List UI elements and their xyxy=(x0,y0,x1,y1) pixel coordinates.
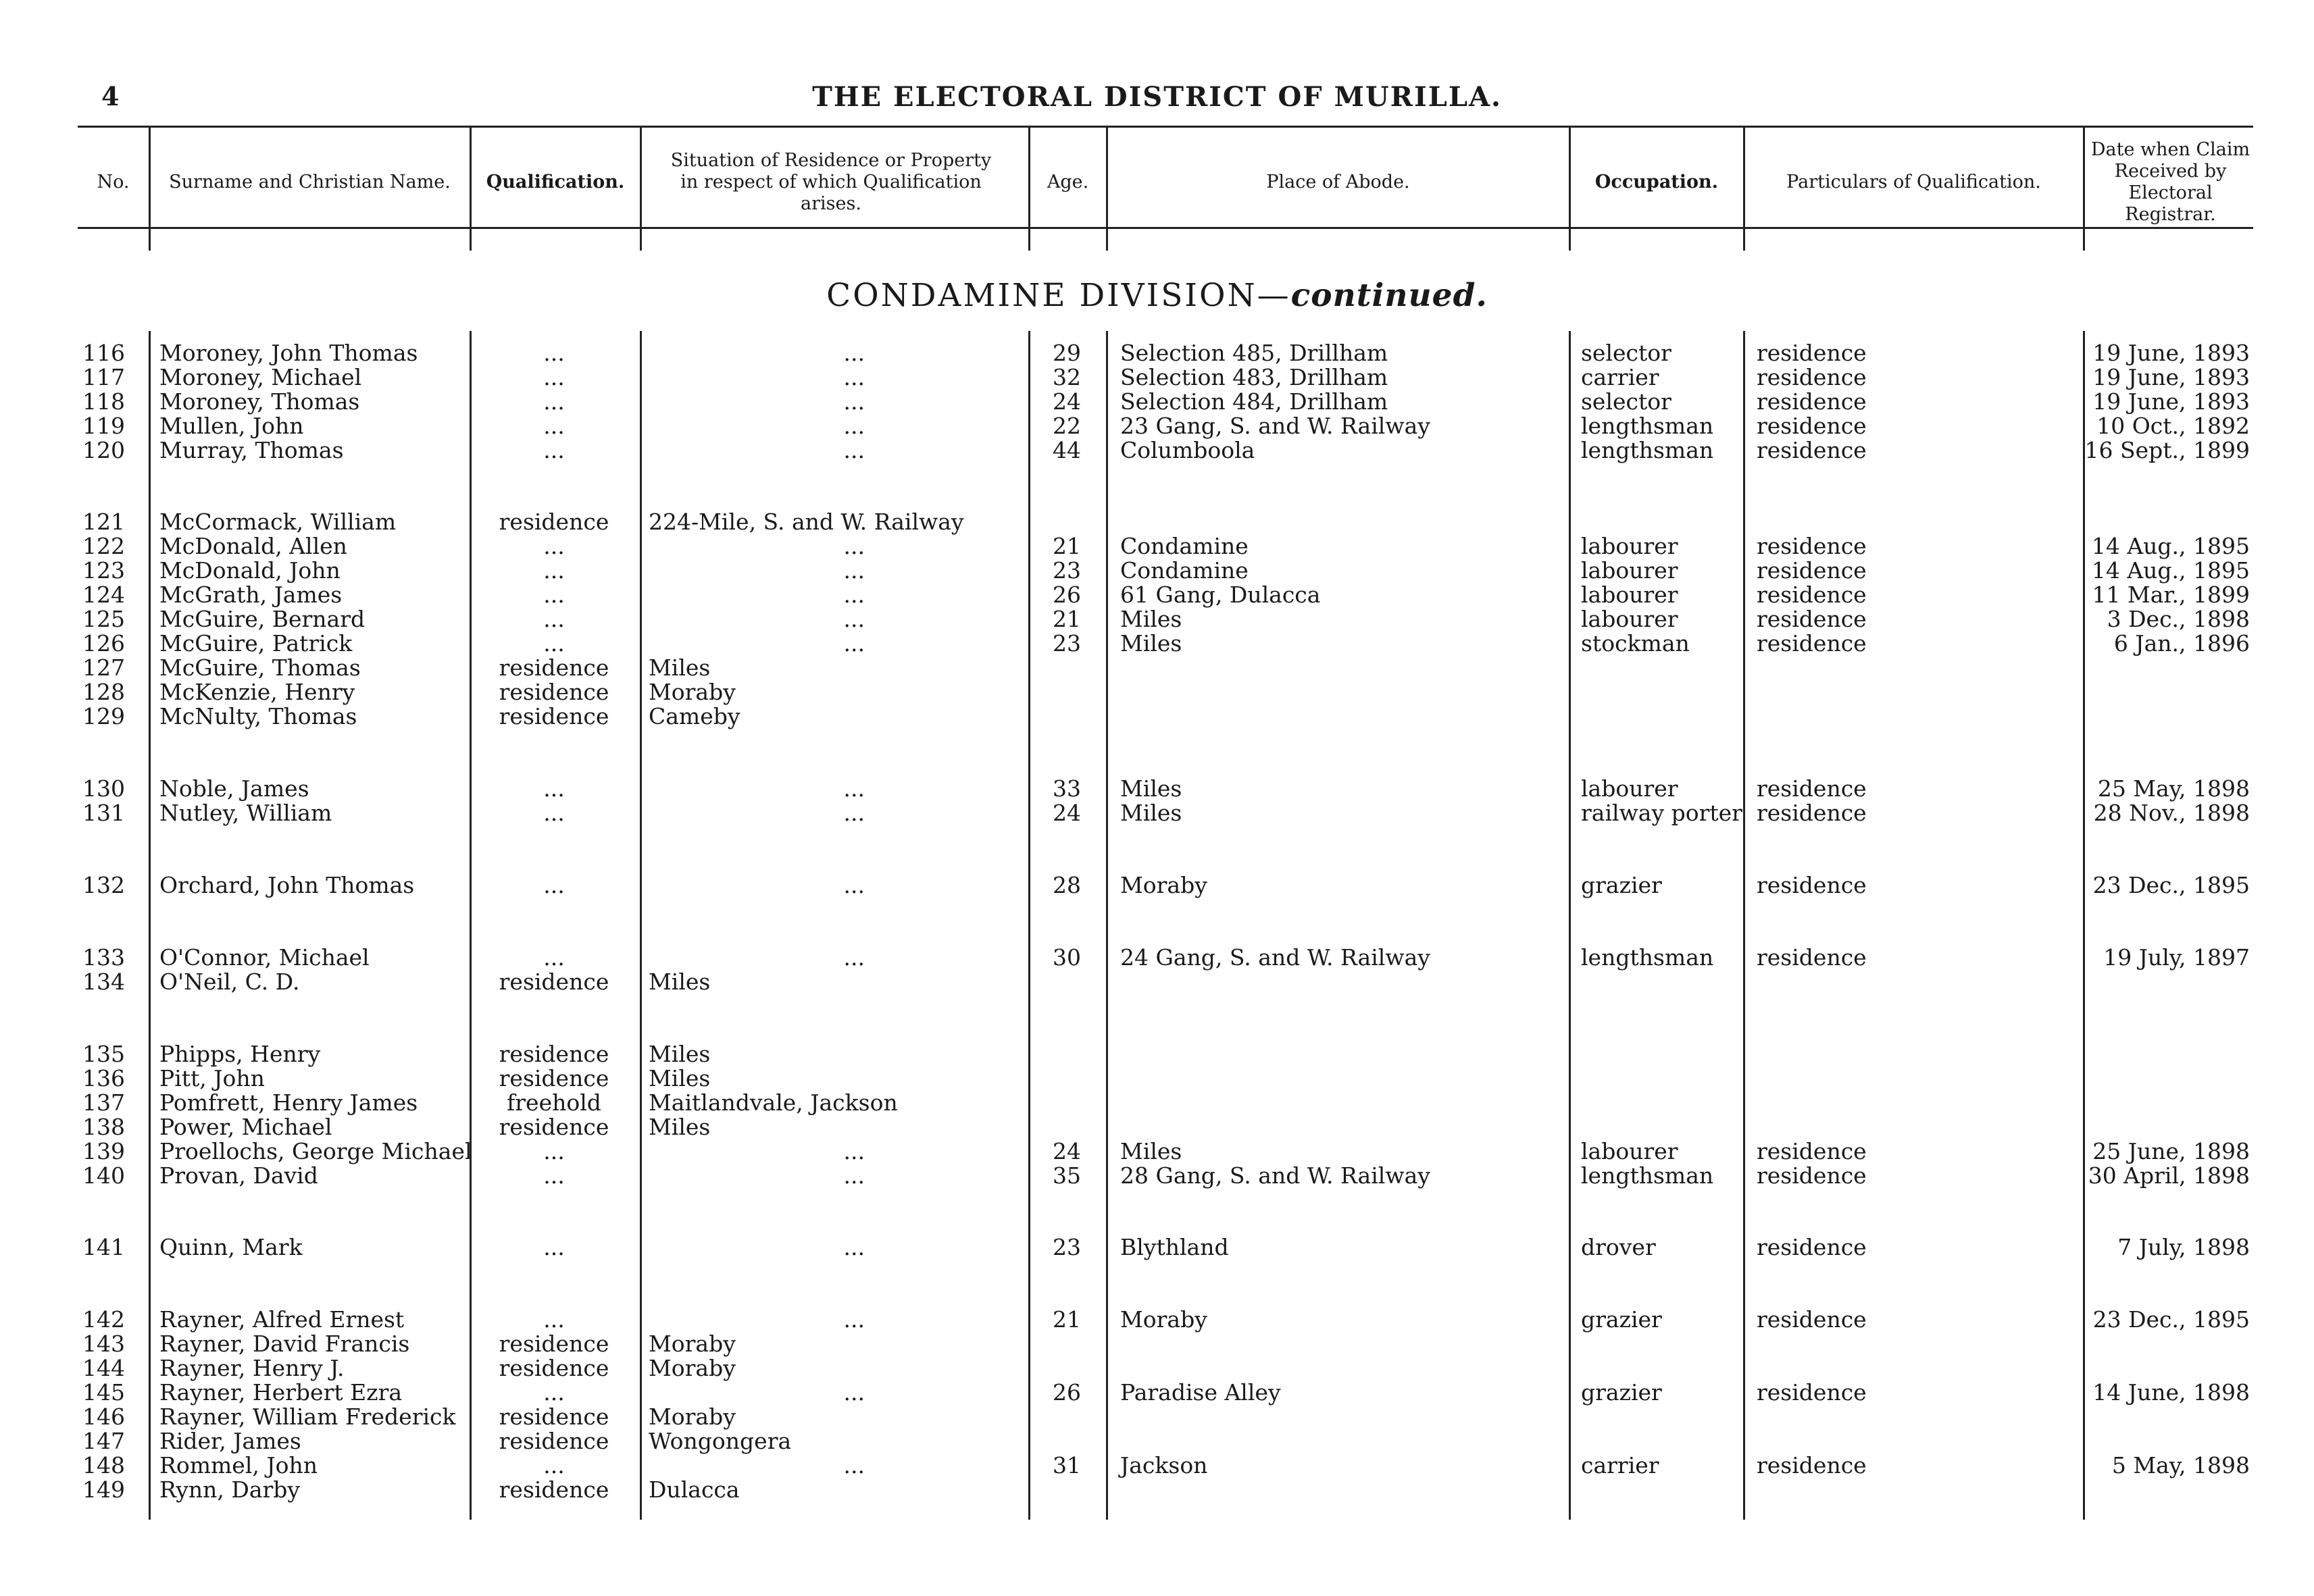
voter-name: Noble, James xyxy=(159,775,309,802)
table-row xyxy=(0,656,2314,680)
voter-name: McDonald, Allen xyxy=(159,533,347,559)
age-cell: 23 xyxy=(1053,557,1081,584)
row-number: 138 xyxy=(82,1114,125,1140)
voter-name: Rayner, David Francis xyxy=(159,1331,410,1357)
voter-name: McGuire, Patrick xyxy=(159,630,353,657)
particulars-cell: residence xyxy=(1757,413,1867,439)
occupation-cell: labourer xyxy=(1581,1138,1678,1164)
occupation-cell: lengthsman xyxy=(1581,413,1714,439)
particulars-cell: residence xyxy=(1757,1306,1867,1333)
row-number: 143 xyxy=(82,1331,125,1357)
abode-cell: Miles xyxy=(1120,800,1182,826)
table-row xyxy=(0,970,2314,994)
voter-name: McNulty, Thomas xyxy=(159,703,357,729)
row-number: 129 xyxy=(82,703,125,729)
qualification-cell: ... xyxy=(543,630,565,657)
qualification-cell: residence xyxy=(499,1065,609,1091)
situation-cell: ... xyxy=(843,533,865,559)
date-cell: 30 April, 1898 xyxy=(2088,1162,2250,1189)
row-number: 140 xyxy=(82,1162,125,1189)
situation-cell: ... xyxy=(843,557,865,584)
table-row xyxy=(0,801,2314,825)
date-cell: 5 May, 1898 xyxy=(2111,1452,2250,1478)
occupation-cell: selector xyxy=(1581,340,1671,366)
voter-name: Phipps, Henry xyxy=(159,1041,321,1067)
qualification-cell: residence xyxy=(499,1476,609,1503)
date-cell: 6 Jan., 1896 xyxy=(2113,630,2250,657)
header-name: Surname and Christian Name. xyxy=(169,172,451,192)
qualification-cell: residence xyxy=(499,509,609,535)
situation-cell: ... xyxy=(843,413,865,439)
header-date: Date when Claim Received by Electoral Registrar. xyxy=(2090,139,2250,225)
table-row xyxy=(0,341,2314,365)
voter-name: Rynn, Darby xyxy=(159,1476,301,1503)
table-row xyxy=(0,1453,2314,1478)
row-number: 132 xyxy=(82,872,125,898)
voter-name: McKenzie, Henry xyxy=(159,679,355,705)
age-cell: 23 xyxy=(1053,1234,1081,1260)
voter-name: O'Connor, Michael xyxy=(159,944,370,971)
voter-name: McGuire, Thomas xyxy=(159,654,361,681)
row-number: 141 xyxy=(82,1234,125,1260)
table-row xyxy=(0,510,2314,534)
table-row xyxy=(0,583,2314,607)
situation-cell: ... xyxy=(843,800,865,826)
age-cell: 24 xyxy=(1053,1138,1081,1164)
occupation-cell: carrier xyxy=(1581,364,1659,390)
row-number: 118 xyxy=(82,388,125,415)
abode-cell: Moraby xyxy=(1120,872,1207,898)
row-number: 130 xyxy=(82,775,125,802)
qualification-cell: ... xyxy=(543,437,565,463)
voter-name: Orchard, John Thomas xyxy=(159,872,415,898)
date-cell: 25 June, 1898 xyxy=(2092,1138,2250,1164)
particulars-cell: residence xyxy=(1757,340,1867,366)
situation-cell: ... xyxy=(843,340,865,366)
particulars-cell: residence xyxy=(1757,775,1867,802)
qualification-cell: residence xyxy=(499,679,609,705)
abode-cell: 28 Gang, S. and W. Railway xyxy=(1120,1162,1430,1189)
situation-cell: Miles xyxy=(649,654,711,681)
row-number: 126 xyxy=(82,630,125,657)
abode-cell: Miles xyxy=(1120,775,1182,802)
abode-cell: Moraby xyxy=(1120,1306,1207,1333)
voter-name: McGuire, Bernard xyxy=(159,606,366,632)
situation-cell: ... xyxy=(843,388,865,415)
occupation-cell: drover xyxy=(1581,1234,1656,1260)
occupation-cell: labourer xyxy=(1581,582,1678,608)
qualification-cell: ... xyxy=(543,582,565,608)
row-number: 139 xyxy=(82,1138,125,1164)
particulars-cell: residence xyxy=(1757,582,1867,608)
row-number: 146 xyxy=(82,1404,125,1430)
row-number: 123 xyxy=(82,557,125,584)
abode-cell: 61 Gang, Dulacca xyxy=(1120,582,1321,608)
qualification-cell: ... xyxy=(543,388,565,415)
header-occupation: Occupation. xyxy=(1594,172,1719,192)
voter-name: Proellochs, George Michael xyxy=(159,1138,472,1164)
row-number: 148 xyxy=(82,1452,125,1478)
division-suffix: continued. xyxy=(1290,277,1488,314)
situation-cell: ... xyxy=(843,1306,865,1333)
qualification-cell: ... xyxy=(543,340,565,366)
table-row xyxy=(0,438,2314,463)
table-row xyxy=(0,1356,2314,1381)
qualification-cell: ... xyxy=(543,1379,565,1406)
age-cell: 23 xyxy=(1053,630,1081,657)
row-number: 117 xyxy=(82,364,125,390)
voter-name: McCormack, William xyxy=(159,509,397,535)
abode-cell: Miles xyxy=(1120,630,1182,657)
voter-name: Provan, David xyxy=(159,1162,318,1189)
particulars-cell: residence xyxy=(1757,1138,1867,1164)
qualification-cell: ... xyxy=(543,800,565,826)
table-row xyxy=(0,1091,2314,1115)
situation-cell: ... xyxy=(843,1138,865,1164)
row-number: 121 xyxy=(82,509,125,535)
occupation-cell: labourer xyxy=(1581,557,1678,584)
date-cell: 14 Aug., 1895 xyxy=(2091,533,2250,559)
qualification-cell: residence xyxy=(499,1331,609,1357)
situation-cell: ... xyxy=(843,437,865,463)
table-row xyxy=(0,534,2314,559)
voter-name: Rayner, Alfred Ernest xyxy=(159,1306,405,1333)
occupation-cell: labourer xyxy=(1581,533,1678,559)
row-number: 142 xyxy=(82,1306,125,1333)
abode-cell: Miles xyxy=(1120,606,1182,632)
table-row xyxy=(0,1405,2314,1429)
qualification-cell: residence xyxy=(499,969,609,995)
situation-cell: ... xyxy=(843,775,865,802)
situation-cell: ... xyxy=(843,606,865,632)
table-row xyxy=(0,1235,2314,1260)
qualification-cell: residence xyxy=(499,1428,609,1454)
age-cell: 24 xyxy=(1053,388,1081,415)
particulars-cell: residence xyxy=(1757,1379,1867,1406)
date-cell: 11 Mar., 1899 xyxy=(2092,582,2250,608)
date-cell: 14 June, 1898 xyxy=(2092,1379,2250,1406)
occupation-cell: carrier xyxy=(1581,1452,1659,1478)
age-cell: 44 xyxy=(1053,437,1081,463)
voter-name: Moroney, Michael xyxy=(159,364,362,390)
abode-cell: 24 Gang, S. and W. Railway xyxy=(1120,944,1430,971)
occupation-cell: grazier xyxy=(1581,872,1662,898)
voter-name: Moroney, John Thomas xyxy=(159,340,418,366)
date-cell: 14 Aug., 1895 xyxy=(2091,557,2250,584)
occupation-cell: grazier xyxy=(1581,1306,1662,1333)
table-row xyxy=(0,873,2314,898)
row-number: 134 xyxy=(82,969,125,995)
qualification-cell: ... xyxy=(543,1306,565,1333)
particulars-cell: residence xyxy=(1757,1234,1867,1260)
table-row xyxy=(0,946,2314,970)
situation-cell: Wongongera xyxy=(649,1428,792,1454)
qualification-cell: residence xyxy=(499,1114,609,1140)
table-row xyxy=(0,1066,2314,1091)
age-cell: 21 xyxy=(1053,1306,1081,1333)
age-cell: 26 xyxy=(1053,1379,1081,1406)
situation-cell: Miles xyxy=(649,1065,711,1091)
particulars-cell: residence xyxy=(1757,606,1867,632)
particulars-cell: residence xyxy=(1757,533,1867,559)
occupation-cell: labourer xyxy=(1581,606,1678,632)
age-cell: 21 xyxy=(1053,606,1081,632)
occupation-cell: grazier xyxy=(1581,1379,1662,1406)
situation-cell: Moraby xyxy=(649,679,736,705)
abode-cell: Blythland xyxy=(1120,1234,1229,1260)
qualification-cell: ... xyxy=(543,413,565,439)
abode-cell: Selection 485, Drillham xyxy=(1120,340,1388,366)
occupation-cell: labourer xyxy=(1581,775,1678,802)
abode-cell: Paradise Alley xyxy=(1120,1379,1281,1406)
occupation-cell: stockman xyxy=(1581,630,1690,657)
abode-cell: 23 Gang, S. and W. Railway xyxy=(1120,413,1430,439)
qualification-cell: residence xyxy=(499,1355,609,1381)
date-cell: 25 May, 1898 xyxy=(2097,775,2250,802)
date-cell: 19 June, 1893 xyxy=(2092,340,2250,366)
row-number: 127 xyxy=(82,654,125,681)
table-row xyxy=(0,1115,2314,1139)
row-number: 147 xyxy=(82,1428,125,1454)
row-number: 124 xyxy=(82,582,125,608)
row-number: 120 xyxy=(82,437,125,463)
qualification-cell: ... xyxy=(543,1234,565,1260)
situation-cell: Moraby xyxy=(649,1404,736,1430)
date-cell: 19 July, 1897 xyxy=(2103,944,2250,971)
particulars-cell: residence xyxy=(1757,800,1867,826)
situation-cell: ... xyxy=(843,1162,865,1189)
voter-name: Murray, Thomas xyxy=(159,437,344,463)
date-cell: 7 July, 1898 xyxy=(2117,1234,2250,1260)
page-number: 4 xyxy=(101,81,120,111)
situation-cell: 224-Mile, S. and W. Railway xyxy=(649,509,964,535)
row-number: 119 xyxy=(82,413,125,439)
row-number: 116 xyxy=(82,340,125,366)
row-number: 128 xyxy=(82,679,125,705)
header-qualification: Qualification. xyxy=(486,172,625,192)
qualification-cell: ... xyxy=(543,1138,565,1164)
voter-name: Rider, James xyxy=(159,1428,301,1454)
qualification-cell: residence xyxy=(499,1404,609,1430)
age-cell: 21 xyxy=(1053,533,1081,559)
voter-name: McDonald, John xyxy=(159,557,341,584)
voter-name: Nutley, William xyxy=(159,800,332,826)
situation-cell: Dulacca xyxy=(649,1476,740,1503)
qualification-cell: residence xyxy=(499,654,609,681)
voter-name: Power, Michael xyxy=(159,1114,332,1140)
situation-cell: ... xyxy=(843,872,865,898)
abode-cell: Condamine xyxy=(1120,533,1249,559)
particulars-cell: residence xyxy=(1757,1452,1867,1478)
table-row xyxy=(0,777,2314,801)
header-no: No. xyxy=(97,172,130,192)
age-cell: 33 xyxy=(1053,775,1081,802)
table-row xyxy=(0,1042,2314,1066)
situation-cell: ... xyxy=(843,582,865,608)
date-cell: 19 June, 1893 xyxy=(2092,388,2250,415)
qualification-cell: ... xyxy=(543,1162,565,1189)
voter-name: O'Neil, C. D. xyxy=(159,969,300,995)
occupation-cell: selector xyxy=(1581,388,1671,415)
voter-name: McGrath, James xyxy=(159,582,343,608)
situation-cell: Maitlandvale, Jackson xyxy=(649,1089,898,1116)
situation-cell: ... xyxy=(843,630,865,657)
age-cell: 32 xyxy=(1053,364,1081,390)
page-title: THE ELECTORAL DISTRICT OF MURILLA. xyxy=(812,81,1502,113)
particulars-cell: residence xyxy=(1757,630,1867,657)
row-number: 145 xyxy=(82,1379,125,1406)
particulars-cell: residence xyxy=(1757,872,1867,898)
age-cell: 30 xyxy=(1053,944,1081,971)
age-cell: 28 xyxy=(1053,872,1081,898)
qualification-cell: ... xyxy=(543,775,565,802)
date-cell: 23 Dec., 1895 xyxy=(2092,1306,2250,1333)
situation-cell: ... xyxy=(843,1452,865,1478)
situation-cell: ... xyxy=(843,944,865,971)
abode-cell: Miles xyxy=(1120,1138,1182,1164)
date-cell: 10 Oct., 1892 xyxy=(2096,413,2250,439)
row-number: 125 xyxy=(82,606,125,632)
abode-cell: Columboola xyxy=(1120,437,1255,463)
row-number: 149 xyxy=(82,1476,125,1503)
qualification-cell: ... xyxy=(543,606,565,632)
age-cell: 24 xyxy=(1053,800,1081,826)
qualification-cell: ... xyxy=(543,944,565,971)
voter-name: Pomfrett, Henry James xyxy=(159,1089,418,1116)
particulars-cell: residence xyxy=(1757,557,1867,584)
voter-name: Rayner, Henry J. xyxy=(159,1355,345,1381)
particulars-cell: residence xyxy=(1757,944,1867,971)
qualification-cell: freehold xyxy=(507,1089,601,1116)
situation-cell: Miles xyxy=(649,1114,711,1140)
abode-cell: Selection 484, Drillham xyxy=(1120,388,1388,415)
table-row xyxy=(0,632,2314,656)
qualification-cell: ... xyxy=(543,557,565,584)
table-row xyxy=(0,704,2314,729)
occupation-cell: railway porter xyxy=(1581,800,1742,826)
date-cell: 3 Dec., 1898 xyxy=(2107,606,2250,632)
voter-name: Mullen, John xyxy=(159,413,304,439)
abode-cell: Condamine xyxy=(1120,557,1249,584)
particulars-cell: residence xyxy=(1757,1162,1867,1189)
occupation-cell: lengthsman xyxy=(1581,1162,1714,1189)
date-cell: 23 Dec., 1895 xyxy=(2092,872,2250,898)
header-particulars: Particulars of Qualification. xyxy=(1786,172,2041,192)
situation-cell: ... xyxy=(843,1234,865,1260)
table-row xyxy=(0,390,2314,414)
table-row xyxy=(0,365,2314,390)
situation-cell: Cameby xyxy=(649,703,740,729)
age-cell: 31 xyxy=(1053,1452,1081,1478)
table-row xyxy=(0,1381,2314,1405)
voter-name: Quinn, Mark xyxy=(159,1234,303,1260)
table-row xyxy=(0,1164,2314,1188)
situation-cell: Moraby xyxy=(649,1355,736,1381)
occupation-cell: lengthsman xyxy=(1581,944,1714,971)
voter-name: Rommel, John xyxy=(159,1452,318,1478)
situation-cell: ... xyxy=(843,1379,865,1406)
table-row xyxy=(0,680,2314,704)
row-number: 144 xyxy=(82,1355,125,1381)
division-name: CONDAMINE DIVISION— xyxy=(826,277,1291,314)
qualification-cell: residence xyxy=(499,703,609,729)
row-number: 122 xyxy=(82,533,125,559)
date-cell: 19 June, 1893 xyxy=(2092,364,2250,390)
age-cell: 22 xyxy=(1053,413,1081,439)
voter-name: Rayner, William Frederick xyxy=(159,1404,456,1430)
table-row xyxy=(0,1139,2314,1164)
age-cell: 35 xyxy=(1053,1162,1081,1189)
qualification-cell: residence xyxy=(499,1041,609,1067)
row-number: 133 xyxy=(82,944,125,971)
situation-cell: Miles xyxy=(649,969,711,995)
particulars-cell: residence xyxy=(1757,437,1867,463)
qualification-cell: ... xyxy=(543,872,565,898)
table-row xyxy=(0,559,2314,583)
table-row xyxy=(0,1308,2314,1332)
table-row xyxy=(0,607,2314,632)
abode-cell: Selection 483, Drillham xyxy=(1120,364,1388,390)
header-age: Age. xyxy=(1047,172,1089,192)
age-cell: 29 xyxy=(1053,340,1081,366)
header-abode: Place of Abode. xyxy=(1266,172,1410,192)
situation-cell: ... xyxy=(843,364,865,390)
table-row xyxy=(0,1478,2314,1502)
age-cell: 26 xyxy=(1053,582,1081,608)
qualification-cell: ... xyxy=(543,533,565,559)
date-cell: 16 Sept., 1899 xyxy=(2084,437,2250,463)
table-row xyxy=(0,414,2314,438)
row-number: 131 xyxy=(82,800,125,826)
abode-cell: Jackson xyxy=(1120,1452,1208,1478)
voter-name: Rayner, Herbert Ezra xyxy=(159,1379,403,1406)
row-number: 136 xyxy=(82,1065,125,1091)
table-row xyxy=(0,1332,2314,1356)
header-situation: Situation of Residence or Property in respect of which Qualification arises. xyxy=(670,150,992,214)
qualification-cell: ... xyxy=(543,1452,565,1478)
row-number: 135 xyxy=(82,1041,125,1067)
row-number: 137 xyxy=(82,1089,125,1116)
situation-cell: Miles xyxy=(649,1041,711,1067)
situation-cell: Moraby xyxy=(649,1331,736,1357)
particulars-cell: residence xyxy=(1757,364,1867,390)
particulars-cell: residence xyxy=(1757,388,1867,415)
table-row xyxy=(0,1429,2314,1453)
qualification-cell: ... xyxy=(543,364,565,390)
occupation-cell: lengthsman xyxy=(1581,437,1714,463)
date-cell: 28 Nov., 1898 xyxy=(2093,800,2250,826)
voter-name: Pitt, John xyxy=(159,1065,265,1091)
voter-name: Moroney, Thomas xyxy=(159,388,360,415)
